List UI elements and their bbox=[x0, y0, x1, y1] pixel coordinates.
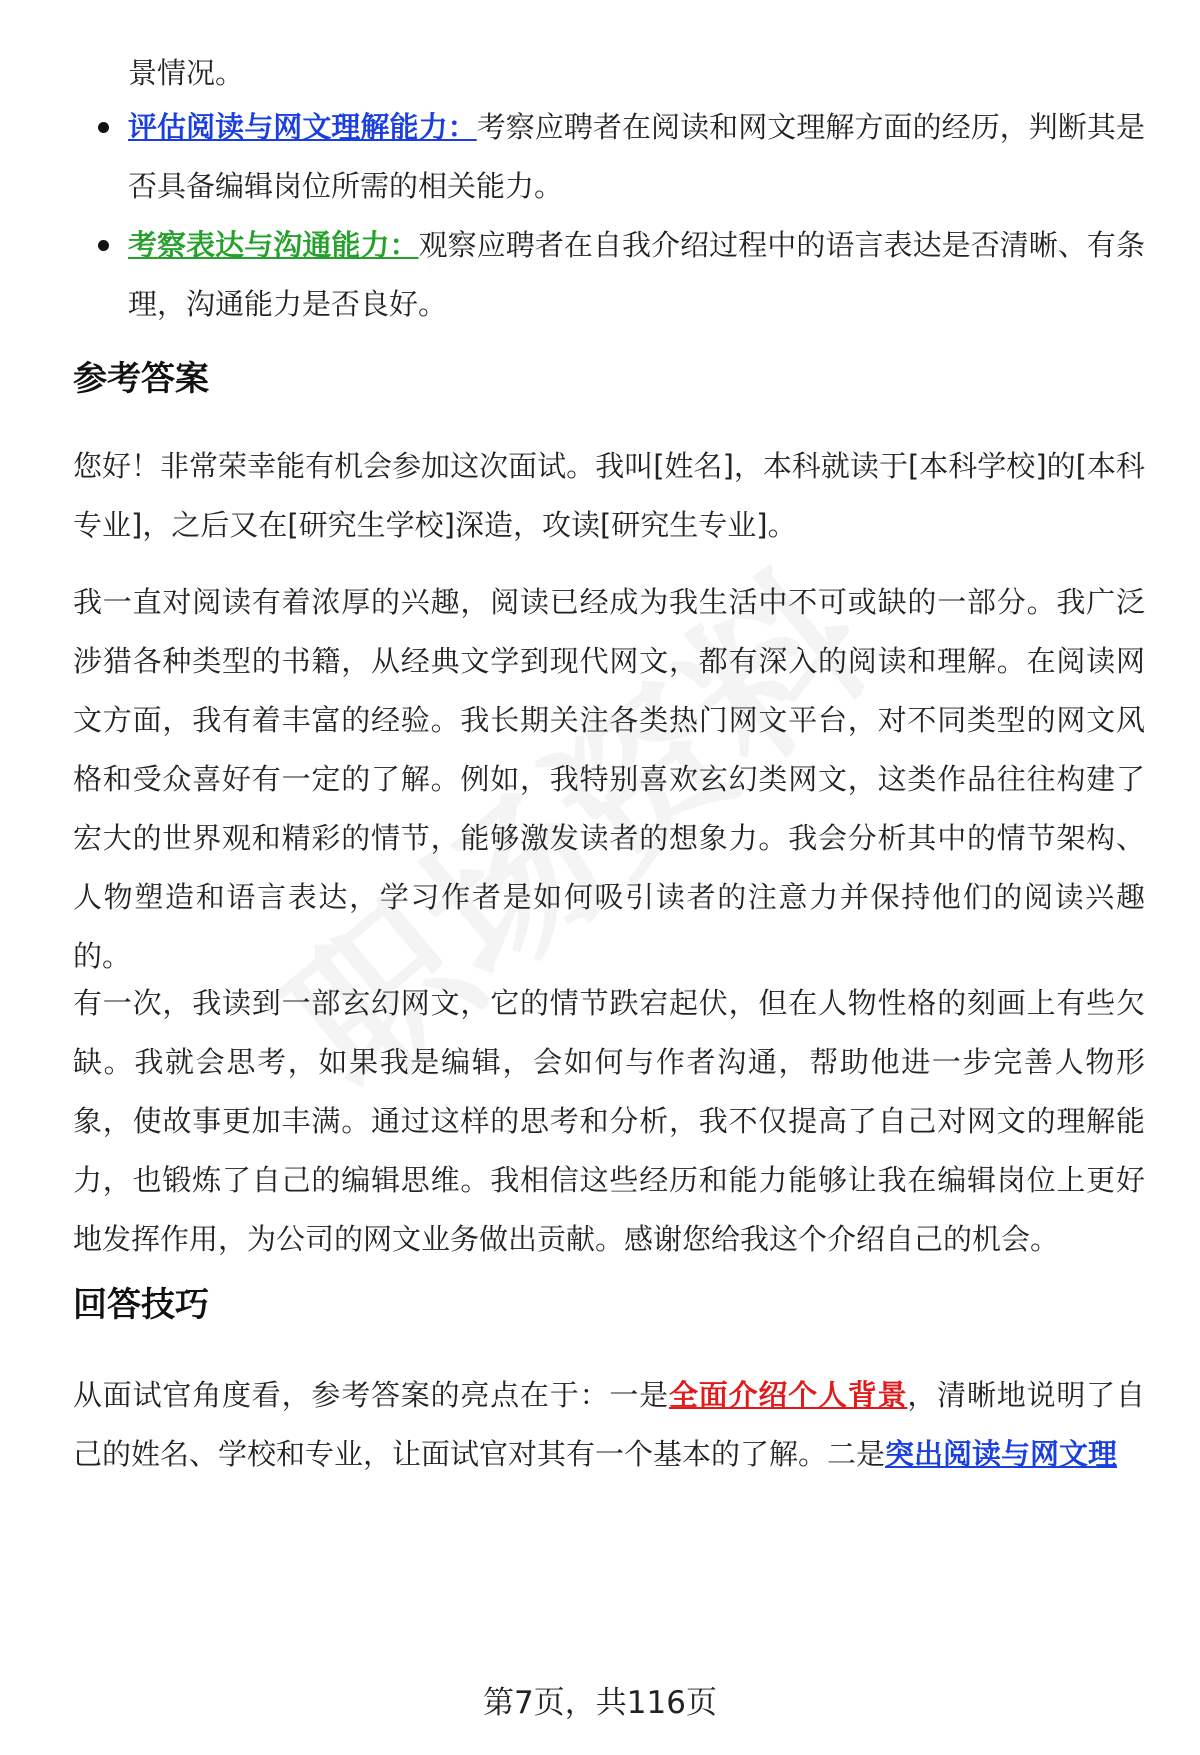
bullet-item-communication bbox=[73, 216, 1145, 334]
tips-paragraph bbox=[73, 1366, 1145, 1484]
tips-intro: 从面试官角度看，参考答案的亮点在于：一是 bbox=[73, 1378, 669, 1412]
reference-paragraph-2: 我一直对阅读有着浓厚的兴趣，阅读已经成为我生活中不可或缺的一部分。我广泛涉猎各种类型的书籍，从经典文学到现代网文，都有深入的阅读和理解。在阅读网文方面，我有着丰富的经验。我长期关注各类热门网文平台，对不同类型的网文风格和受众喜好有一定的了解。例如，我特别喜欢玄幻类网文，这类作品往往构建了宏大的世界观和精彩的情节，能够激发读者的想象力。我会分析其中的情节架构、人物塑造和语言表达，学习作者是如何吸引读者的注意力并保持他们的阅读兴趣的。 bbox=[73, 585, 1145, 973]
bullet-keyword: 评估阅读与网文理解能力： bbox=[128, 110, 477, 144]
page-number: 第7页，共116页 bbox=[483, 1685, 717, 1721]
reference-paragraph-3: 有一次，我读到一部玄幻网文，它的情节跌宕起伏，但在人物性格的刻画上有些欠缺。我就会思考，如果我是编辑，会如何与作者沟通，帮助他进一步完善人物形象，使故事更加丰满。通过这样的思考和分析，我不仅提高了自己对网文的理解能力，也锻炼了自己的编辑思维。我相信这些经历和能力能够让我在编辑岗位上更好地发挥作用，为公司的网文业务做出贡献。感谢您给我这个介绍自己的机会。 bbox=[73, 986, 1145, 1256]
continuation-text: 景情况。 bbox=[128, 56, 245, 90]
bullet-dot-icon bbox=[98, 240, 109, 251]
tips-highlight-background: 全面介绍个人背景 bbox=[668, 1378, 908, 1412]
section-title-reference: 参考答案 bbox=[73, 359, 209, 399]
tips-middle: ，清晰地说明了自己的姓名、学校和专业，让面试官对其有一个基本的了解。二是 bbox=[73, 1378, 1145, 1471]
bullet-keyword: 考察表达与沟通能力： bbox=[128, 228, 419, 262]
evaluation-bullet-list bbox=[73, 98, 1145, 334]
bullet-item-reading bbox=[73, 98, 1145, 216]
bullet-dot-icon bbox=[98, 122, 109, 133]
section-title-tips: 回答技巧 bbox=[73, 1285, 209, 1325]
bullet-text: 考察应聘者在阅读和网文理解方面的经历，判断其是否具备编辑岗位所需的相关能力。 bbox=[128, 110, 1145, 203]
reference-paragraph-1: 您好！非常荣幸能有机会参加这次面试。我叫[姓名]，本科就读于[本科学校]的[本科专业]，之后又在[研究生学校]深造，攻读[研究生专业]。 bbox=[73, 449, 1145, 542]
bullet-text: 观察应聘者在自我介绍过程中的语言表达是否清晰、有条理，沟通能力是否良好。 bbox=[128, 228, 1145, 321]
tips-highlight-reading: 突出阅读与网文理 bbox=[885, 1437, 1118, 1471]
